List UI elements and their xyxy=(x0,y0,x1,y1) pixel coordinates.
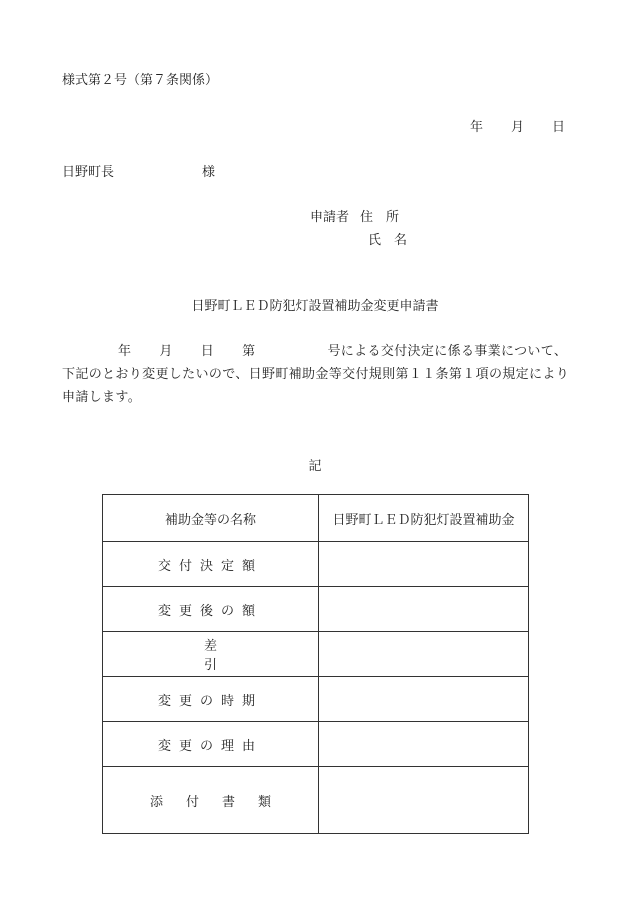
table-value-decision-amount xyxy=(319,542,529,587)
table-value-attachments xyxy=(319,767,529,834)
table-row xyxy=(103,677,529,722)
body-month-label: 月 xyxy=(159,344,173,359)
ki-heading: 記 xyxy=(308,459,322,474)
addressee-honorific: 様 xyxy=(202,165,216,180)
table-row xyxy=(103,587,529,632)
table-row xyxy=(103,632,529,677)
body-paragraph xyxy=(62,340,576,409)
date-line xyxy=(470,116,565,135)
date-month-label: 月 xyxy=(511,120,525,135)
applicant-address-line xyxy=(310,206,399,225)
document-title: 日野町ＬＥＤ防犯灯設置補助金変更申請書 xyxy=(191,299,439,314)
date-year-label: 年 xyxy=(470,120,484,135)
table-label-subsidy-name: 補助金等の名称 xyxy=(103,495,319,542)
table-value-changed-amount xyxy=(319,587,529,632)
body-number-prefix: 第 xyxy=(242,344,256,359)
table-row xyxy=(103,495,529,542)
body-day-label: 日 xyxy=(200,344,215,359)
table-label-change-timing: 変更の時期 xyxy=(103,677,319,722)
table-label-changed-amount: 変更後の額 xyxy=(103,587,319,632)
table-value-subsidy-name: 日野町ＬＥＤ防犯灯設置補助金 xyxy=(319,495,529,542)
table-label-attachments: 添付書類 xyxy=(103,767,319,834)
table-value-difference xyxy=(319,632,529,677)
applicant-role: 申請者 xyxy=(310,210,350,225)
detail-table xyxy=(102,494,529,834)
table-label-decision-amount: 交付決定額 xyxy=(103,542,319,587)
table-value-change-reason xyxy=(319,722,529,767)
addressee xyxy=(62,161,215,180)
table-row xyxy=(103,722,529,767)
table-label-change-reason: 変更の理由 xyxy=(103,722,319,767)
table-row xyxy=(103,542,529,587)
applicant-address-label: 住 所 xyxy=(360,210,400,225)
form-number: 様式第２号（第７条関係） xyxy=(62,73,219,88)
body-year-label: 年 xyxy=(118,344,132,359)
body-text: 号による交付決定に係る事業について、下記のとおり変更したいので、日野町補助金等交付規則第１１条第１項の規定により申請します。 xyxy=(62,344,570,405)
applicant-name-label: 氏 名 xyxy=(368,233,408,248)
addressee-name: 日野町長 xyxy=(62,165,115,180)
date-day-label: 日 xyxy=(552,120,566,135)
table-row xyxy=(103,767,529,834)
table-value-change-timing xyxy=(319,677,529,722)
table-label-difference: 差引 xyxy=(103,632,319,677)
